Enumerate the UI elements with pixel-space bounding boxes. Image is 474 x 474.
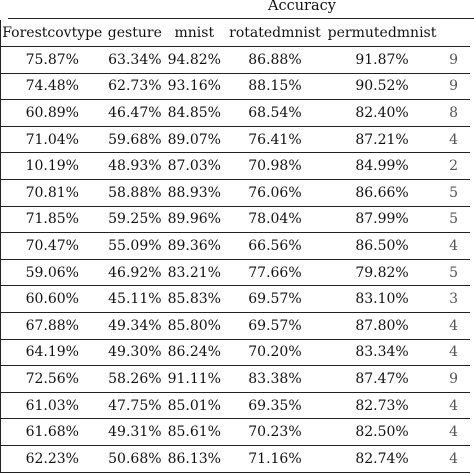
table-cell: 87.99% xyxy=(355,211,409,228)
truncated-cell: 8 xyxy=(449,104,459,121)
column-header-gesture: gesture xyxy=(107,25,162,41)
table-cell: 85.80% xyxy=(167,317,221,334)
table-cell: 86.88% xyxy=(248,51,302,68)
truncated-cell: 4 xyxy=(449,397,459,414)
column-header-permutedmnist: permutedmnist xyxy=(327,25,437,41)
table-cell: 49.31% xyxy=(108,424,162,441)
table-cell: 50.68% xyxy=(108,450,162,467)
table-cell: 45.11% xyxy=(108,291,162,308)
table-cell: 59.25% xyxy=(108,211,162,228)
table-cell: 58.88% xyxy=(108,184,162,201)
table-row xyxy=(0,47,470,74)
table-cell: 60.89% xyxy=(25,104,79,121)
table-cell: 70.47% xyxy=(25,237,79,254)
table-body xyxy=(0,47,470,473)
table-cell: 87.03% xyxy=(167,158,221,175)
table-cell: 82.73% xyxy=(355,397,409,414)
table-cell: 61.68% xyxy=(25,424,79,441)
truncated-cell: 4 xyxy=(449,424,459,441)
table-cell: 49.30% xyxy=(108,344,162,361)
table-row xyxy=(0,312,470,339)
table-row xyxy=(0,392,470,419)
table-row xyxy=(0,73,470,100)
table-cell: 76.06% xyxy=(248,184,302,201)
truncated-cell: 4 xyxy=(449,237,459,254)
table-cell: 82.40% xyxy=(355,104,409,121)
table-cell: 71.04% xyxy=(25,131,79,148)
table-row xyxy=(0,153,470,180)
table-cell: 66.56% xyxy=(248,237,302,254)
column-header-row xyxy=(0,20,470,47)
table-cell: 83.10% xyxy=(355,291,409,308)
table-cell: 83.38% xyxy=(248,370,302,387)
table-row xyxy=(0,179,470,206)
table-cell: 59.06% xyxy=(25,264,79,281)
table-row xyxy=(0,339,470,366)
truncated-cell: 9 xyxy=(449,370,459,387)
table-cell: 69.57% xyxy=(248,317,302,334)
table-cell: 79.82% xyxy=(355,264,409,281)
table-cell: 70.98% xyxy=(248,158,302,175)
column-header-truncated xyxy=(437,20,470,47)
table-cell: 64.19% xyxy=(25,344,79,361)
truncated-cell: 4 xyxy=(449,450,459,467)
table-row xyxy=(0,445,470,472)
table-cell: 85.61% xyxy=(167,424,221,441)
table-cell: 75.87% xyxy=(25,51,79,68)
group-header-rule xyxy=(8,18,474,19)
truncated-cell: 9 xyxy=(449,51,459,68)
table-cell: 46.92% xyxy=(108,264,162,281)
table-row xyxy=(0,366,470,393)
table-cell: 89.96% xyxy=(167,211,221,228)
table-cell: 86.50% xyxy=(355,237,409,254)
table-cell: 91.11% xyxy=(167,370,221,387)
table-cell: 62.23% xyxy=(25,450,79,467)
column-header-mnist: mnist xyxy=(174,25,215,41)
table-cell: 72.56% xyxy=(25,370,79,387)
table-cell: 87.80% xyxy=(355,317,409,334)
table-cell: 86.66% xyxy=(355,184,409,201)
table-cell: 68.54% xyxy=(248,104,302,121)
table-cell: 71.16% xyxy=(248,450,302,467)
table-cell: 91.87% xyxy=(355,51,409,68)
group-header xyxy=(0,0,474,19)
table-cell: 87.47% xyxy=(355,370,409,387)
truncated-cell: 5 xyxy=(449,184,459,201)
table-cell: 60.60% xyxy=(25,291,79,308)
table-cell: 94.82% xyxy=(167,51,221,68)
table-cell: 86.13% xyxy=(167,450,221,467)
table-cell: 90.52% xyxy=(355,78,409,95)
table-cell: 61.03% xyxy=(25,397,79,414)
table-cell: 69.57% xyxy=(248,291,302,308)
truncated-cell: 4 xyxy=(449,131,459,148)
table-cell: 77.66% xyxy=(248,264,302,281)
table-cell: 59.68% xyxy=(108,131,162,148)
table-cell: 84.99% xyxy=(355,158,409,175)
table-cell: 62.73% xyxy=(108,78,162,95)
table-cell: 84.85% xyxy=(167,104,221,121)
table-cell: 83.34% xyxy=(355,344,409,361)
table-cell: 86.24% xyxy=(167,344,221,361)
truncated-cell: 3 xyxy=(449,291,459,308)
table-cell: 82.50% xyxy=(355,424,409,441)
table-row xyxy=(0,206,470,233)
table-cell: 70.81% xyxy=(25,184,79,201)
table-cell: 10.19% xyxy=(25,158,79,175)
table-row xyxy=(0,259,470,286)
table-cell: 48.93% xyxy=(108,158,162,175)
table-row xyxy=(0,233,470,260)
table-cell: 63.34% xyxy=(108,51,162,68)
table-cell: 58.26% xyxy=(108,370,162,387)
table-cell: 46.47% xyxy=(108,104,162,121)
table-cell: 70.23% xyxy=(248,424,302,441)
table-cell: 49.34% xyxy=(108,317,162,334)
table-cell: 69.35% xyxy=(248,397,302,414)
table-cell: 55.09% xyxy=(108,237,162,254)
table-cell: 93.16% xyxy=(167,78,221,95)
truncated-cell: 5 xyxy=(449,211,459,228)
table-cell: 88.93% xyxy=(167,184,221,201)
table-cell: 67.88% xyxy=(25,317,79,334)
truncated-cell: 4 xyxy=(449,317,459,334)
truncated-cell: 2 xyxy=(449,158,459,175)
table-cell: 71.85% xyxy=(25,211,79,228)
table-cell: 89.36% xyxy=(167,237,221,254)
table-cell: 85.01% xyxy=(167,397,221,414)
table-row xyxy=(0,419,470,446)
table-cell: 87.21% xyxy=(355,131,409,148)
table-cell: 82.74% xyxy=(355,450,409,467)
table-row xyxy=(0,286,470,313)
truncated-cell: 9 xyxy=(449,78,459,95)
table-cell: 78.04% xyxy=(248,211,302,228)
table-cell: 88.15% xyxy=(248,78,302,95)
table-row xyxy=(0,126,470,153)
table-cell: 47.75% xyxy=(108,397,162,414)
table-cell: 74.48% xyxy=(25,78,79,95)
table-cell: 83.21% xyxy=(167,264,221,281)
table-cell: 76.41% xyxy=(248,131,302,148)
column-header-forestcovtype: Forestcovtype xyxy=(2,25,103,41)
table-cell: 89.07% xyxy=(167,131,221,148)
truncated-cell: 5 xyxy=(449,264,459,281)
truncated-cell: 4 xyxy=(449,344,459,361)
table-cell: 70.20% xyxy=(248,344,302,361)
column-header-rotatedmnist: rotatedmnist xyxy=(229,25,321,41)
table-row xyxy=(0,100,470,127)
group-header-label: Accuracy xyxy=(268,0,336,14)
table-cell: 85.83% xyxy=(167,291,221,308)
accuracy-table xyxy=(0,20,470,473)
